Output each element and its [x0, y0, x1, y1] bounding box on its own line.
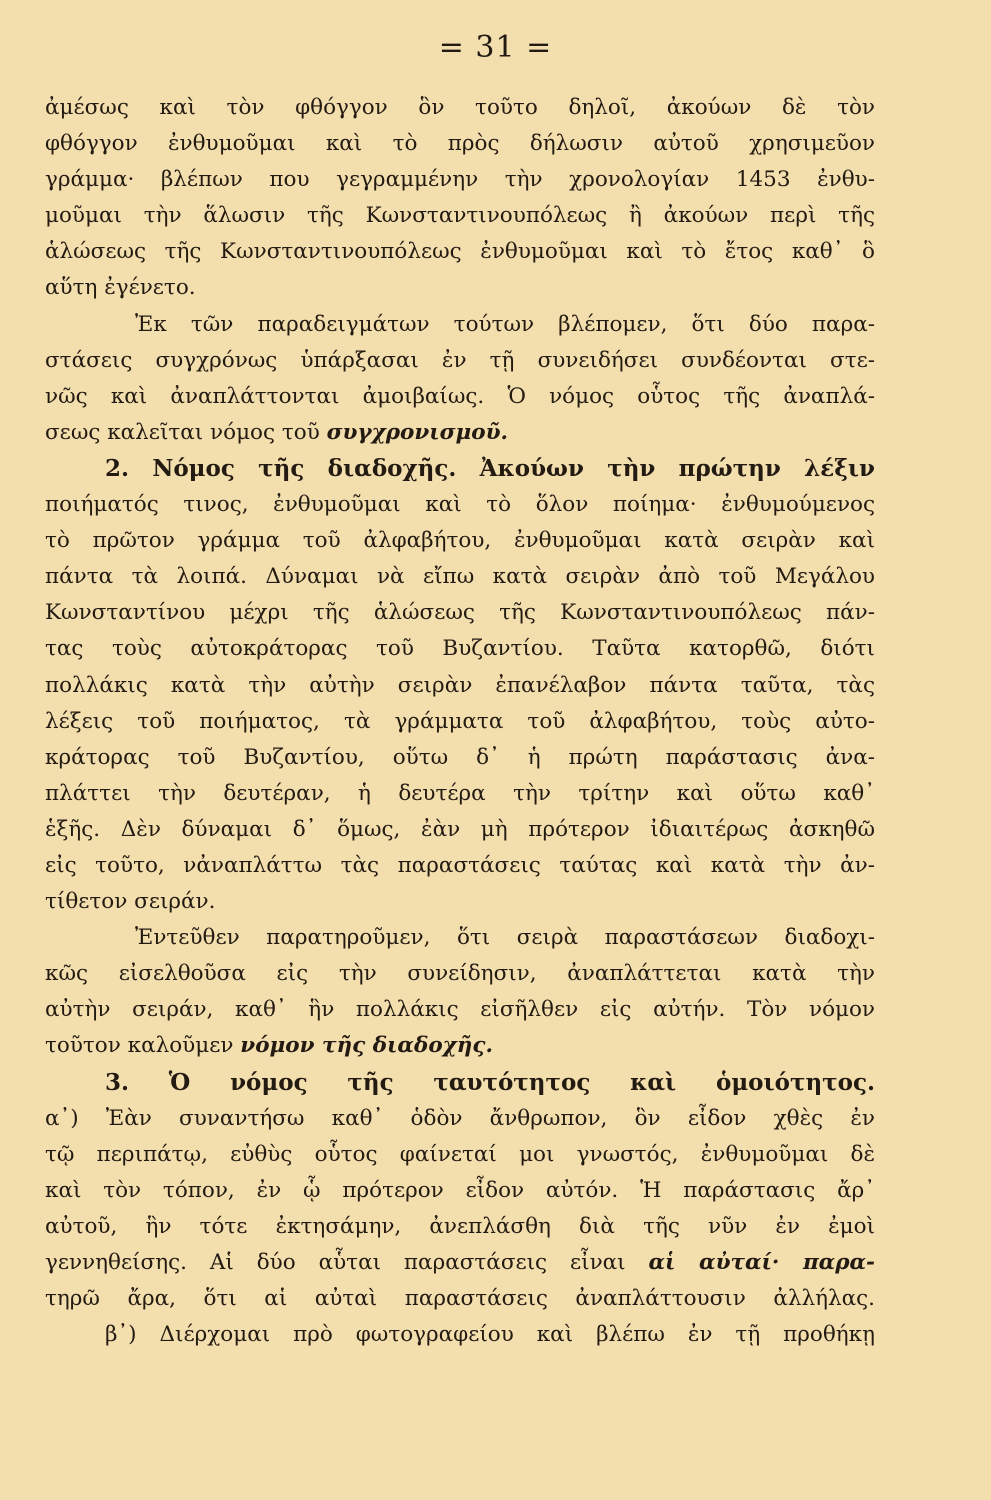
- section-heading: 2. Νόμος τῆς διαδοχῆς. Ἀκούων τὴν πρώτην λέξιν: [105, 454, 875, 482]
- text-line: ἁλώσεως τῆς Κωνσταντινουπόλεως ἐνθυμοῦμαι καὶ τὸ ἔτος καθ᾽ ὃ: [45, 239, 875, 265]
- text-line: κράτορας τοῦ Βυζαντίου, οὕτω δ᾽ ἡ πρώτη παράστασις ἀνα-: [45, 744, 875, 770]
- body-text: [45, 90, 875, 1353]
- text-fragment: τοῦτον καλοῦμεν: [45, 1033, 234, 1059]
- text-line: ποιήματός τινος, ἐνθυμοῦμαι καὶ τὸ ὅλον ποίημα· ἐνθυμούμενος: [45, 492, 875, 518]
- text-line: τῷ περιπάτῳ, εὐθὺς οὗτος φαίνεταί μοι γνωστός, ἐνθυμοῦμαι δὲ: [45, 1141, 875, 1167]
- text-line: ἑξῆς. Δὲν δύναμαι δ᾽ ὅμως, ἐὰν μὴ πρότερον ἰδιαιτέρως ἀσκηθῶ: [45, 816, 875, 842]
- text-line: τὸ πρῶτον γράμμα τοῦ ἀλφαβήτου, ἐνθυμοῦμαι κατὰ σειρὰν καὶ: [45, 528, 875, 554]
- text-line: β᾽) Διέρχομαι πρὸ φωτογραφείου καὶ βλέπω ἐν τῇ προθήκῃ: [105, 1322, 875, 1348]
- text-line: [45, 1245, 875, 1281]
- text-line: ἀμέσως καὶ τὸν φθόγγον ὃν τοῦτο δηλοῖ, ἀκούων δὲ τὸν: [45, 95, 875, 120]
- text-line: κῶς εἰσελθοῦσα εἰς τὴν συνείδησιν, ἀναπλάττεται κατὰ τὴν: [45, 961, 875, 987]
- text-line: φθόγγον ἐνθυμοῦμαι καὶ τὸ πρὸς δήλωσιν αὐτοῦ χρησιμεῦον: [45, 131, 875, 157]
- text-line: εἰς τοῦτο, νἀναπλάττω τὰς παραστάσεις ταύτας καὶ κατὰ τὴν ἀν-: [45, 852, 875, 878]
- text-line: Ἐκ τῶν παραδειγμάτων τούτων βλέπομεν, ὅτι δύο παρα-: [135, 311, 875, 337]
- text-line: καὶ τὸν τόπον, ἐν ᾧ πρότερον εἶδον αὐτόν. Ἡ παράστασις ἄρ᾽: [45, 1177, 875, 1203]
- text-line: μοῦμαι τὴν ἅλωσιν τῆς Κωνσταντινουπόλεως ἢ ἀκούων περὶ τῆς: [45, 203, 875, 229]
- text-line: [45, 415, 875, 451]
- text-line: νῶς καὶ ἀναπλάττονται ἀμοιβαίως. Ὁ νόμος οὗτος τῆς ἀναπλά-: [45, 383, 875, 409]
- text-line: α᾽) Ἐὰν συναντήσω καθ᾽ ὁδὸν ἄνθρωπον, ὃν εἶδον χθὲς ἐν: [45, 1105, 875, 1131]
- text-fragment: γεννηθείσης. Αἱ δύο αὗται παραστάσεις εἶναι: [45, 1250, 626, 1275]
- emphasis-synchronism: συγχρονισμοῦ.: [326, 419, 509, 445]
- text-line: αὐτὴν σειράν, καθ᾽ ἣν πολλάκις εἰσῆλθεν εἰς αὐτήν. Τὸν νόμον: [45, 997, 875, 1023]
- text-line: γράμμα· βλέπων που γεγραμμένην τὴν χρονολογίαν 1453 ἐνθυ-: [45, 167, 875, 193]
- text-line: Κωνσταντίνου μέχρι τῆς ἁλώσεως τῆς Κωνσταντινουπόλεως πάν-: [45, 600, 875, 626]
- text-line: τας τοὺς αὐτοκράτορας τοῦ Βυζαντίου. Ταῦτα κατορθῶ, διότι: [45, 636, 875, 662]
- text-line: Ἐντεῦθεν παρατηροῦμεν, ὅτι σειρὰ παραστάσεων διαδοχι-: [135, 925, 875, 951]
- text-line: τηρῶ ἄρα, ὅτι αἱ αὐταὶ παραστάσεις ἀναπλάττουσιν ἀλλήλας.: [45, 1286, 875, 1312]
- text-line: πολλάκις κατὰ τὴν αὐτὴν σειρὰν ἐπανέλαβον πάντα ταῦτα, τὰς: [45, 672, 875, 698]
- text-line: λέξεις τοῦ ποιήματος, τὰ γράμματα τοῦ ἀλφαβήτου, τοὺς αὐτο-: [45, 708, 875, 734]
- section-heading: 3. Ὁ νόμος τῆς ταυτότητος καὶ ὁμοιότητος.: [105, 1068, 875, 1096]
- text-line: [45, 1028, 875, 1064]
- text-line: στάσεις συγχρόνως ὑπάρξασαι ἐν τῇ συνειδήσει συνδέονται στε-: [45, 347, 875, 373]
- text-line: πάντα τὰ λοιπά. Δύναμαι νὰ εἴπω κατὰ σειρὰν ἀπὸ τοῦ Μεγάλου: [45, 564, 875, 590]
- emphasis-succession-law: νόμον τῆς διαδοχῆς.: [240, 1033, 494, 1059]
- text-line: τίθετον σειράν.: [45, 889, 216, 915]
- page-number: = 31 =: [438, 30, 553, 65]
- text-line: πλάττει τὴν δευτέραν, ἡ δευτέρα τὴν τρίτην καὶ οὕτω καθ᾽: [45, 780, 875, 806]
- emphasis-same: αἱ αὐταί· παρα-: [648, 1250, 875, 1275]
- text-line: αὐτοῦ, ἣν τότε ἐκτησάμην, ἀνεπλάσθη διὰ τῆς νῦν ἐν ἐμοὶ: [45, 1213, 875, 1239]
- text-fragment: σεως καλεῖται νόμος τοῦ: [45, 419, 320, 445]
- text-line: αὕτη ἐγένετο.: [45, 275, 196, 301]
